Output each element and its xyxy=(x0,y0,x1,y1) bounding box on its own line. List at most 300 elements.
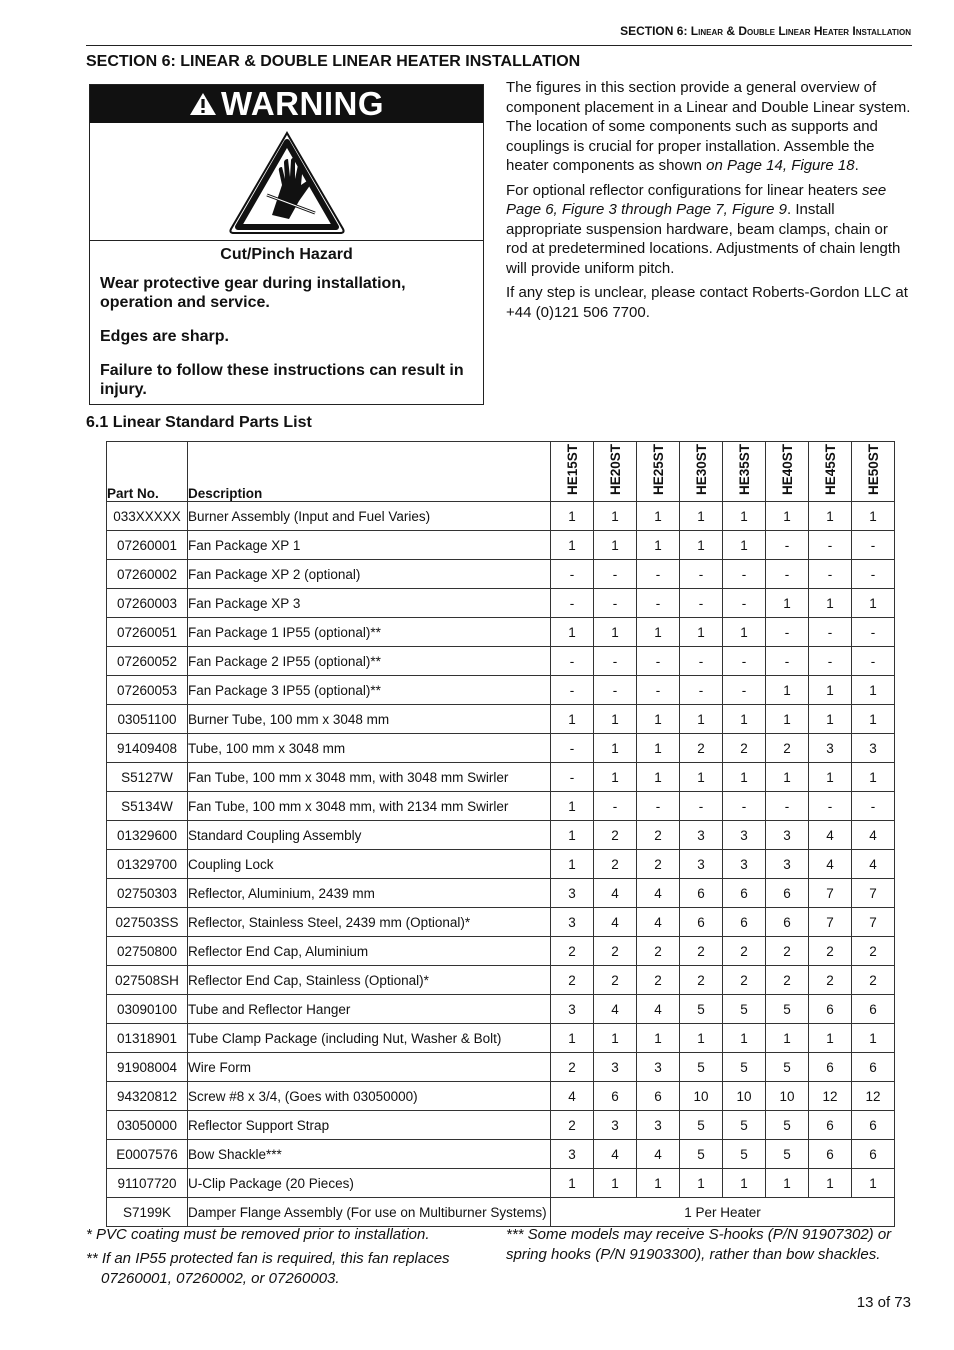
quantity-cell: 2 xyxy=(551,966,594,995)
quantity-cell: 2 xyxy=(551,1111,594,1140)
quantity-cell: - xyxy=(809,618,852,647)
header-description: Description xyxy=(188,442,551,502)
quantity-cell: 3 xyxy=(551,995,594,1024)
quantity-cell: 2 xyxy=(766,734,809,763)
quantity-cell: 3 xyxy=(723,821,766,850)
quantity-cell: 1 xyxy=(723,763,766,792)
part-description: Fan Package XP 1 xyxy=(188,531,551,560)
quantity-cell: - xyxy=(680,647,723,676)
part-number: 02750303 xyxy=(107,879,188,908)
part-description: Tube and Reflector Hanger xyxy=(188,995,551,1024)
quantity-cell: - xyxy=(723,647,766,676)
quantity-cell: 6 xyxy=(637,1082,680,1111)
quantity-cell: - xyxy=(594,560,637,589)
table-row xyxy=(107,1140,895,1169)
quantity-cell: 2 xyxy=(594,850,637,879)
quantity-cell: 12 xyxy=(809,1082,852,1111)
warning-triangle-icon xyxy=(189,92,217,116)
part-description: Reflector End Cap, Aluminium xyxy=(188,937,551,966)
footnotes-right xyxy=(506,1225,911,1265)
quantity-cell: 5 xyxy=(680,1053,723,1082)
header-model: HE50ST xyxy=(852,442,895,502)
part-number: 07260002 xyxy=(107,560,188,589)
quantity-cell: 1 xyxy=(680,1024,723,1053)
quantity-cell: - xyxy=(680,560,723,589)
quantity-cell: 1 xyxy=(637,531,680,560)
quantity-cell: 3 xyxy=(680,850,723,879)
quantity-cell: 4 xyxy=(637,1140,680,1169)
quantity-cell: 4 xyxy=(637,908,680,937)
parts-table xyxy=(106,441,895,1227)
part-description: Burner Tube, 100 mm x 3048 mm xyxy=(188,705,551,734)
quantity-cell: 1 xyxy=(551,1169,594,1198)
quantity-cell: 1 xyxy=(637,618,680,647)
part-description: Reflector, Aluminium, 2439 mm xyxy=(188,879,551,908)
part-number: 03050000 xyxy=(107,1111,188,1140)
part-description: Fan Package 1 IP55 (optional)** xyxy=(188,618,551,647)
quantity-cell: 1 xyxy=(551,821,594,850)
quantity-cell: 1 xyxy=(680,531,723,560)
quantity-cell: 1 xyxy=(723,531,766,560)
quantity-cell: 1 xyxy=(766,763,809,792)
running-header: SECTION 6: Linear & Double Linear Heater Installation xyxy=(620,24,911,38)
quantity-cell: 5 xyxy=(766,1053,809,1082)
intro-paragraph-1: The figures in this section provide a general overview of component placement in a Linear and Double Linear system. The location of some components such as supports and couplings is crucial for proper installation. Assemble the heater components as shown on Page 14, Figure 18. xyxy=(506,79,911,174)
table-row xyxy=(107,821,895,850)
quantity-cell: 1 xyxy=(594,705,637,734)
section-title: SECTION 6: LINEAR & DOUBLE LINEAR HEATER INSTALLATION xyxy=(86,53,581,70)
quantity-cell: - xyxy=(766,618,809,647)
quantity-cell: 1 xyxy=(637,705,680,734)
part-description: Fan Package XP 2 (optional) xyxy=(188,560,551,589)
quantity-cell: 5 xyxy=(766,1111,809,1140)
part-number: 91908004 xyxy=(107,1053,188,1082)
table-row xyxy=(107,1024,895,1053)
quantity-cell: 1 xyxy=(637,734,680,763)
header-model: HE25ST xyxy=(637,442,680,502)
table-row xyxy=(107,1169,895,1198)
quantity-cell: 10 xyxy=(723,1082,766,1111)
warning-banner-label: WARNING xyxy=(221,85,384,122)
quantity-cell: 3 xyxy=(551,908,594,937)
quantity-cell: 6 xyxy=(723,879,766,908)
part-description: Fan Package 3 IP55 (optional)** xyxy=(188,676,551,705)
quantity-cell: 1 xyxy=(809,763,852,792)
part-number: 033XXXXX xyxy=(107,502,188,531)
quantity-cell: - xyxy=(551,763,594,792)
quantity-cell: 4 xyxy=(809,850,852,879)
quantity-cell: 1 xyxy=(594,502,637,531)
quantity-cell: 6 xyxy=(852,1053,895,1082)
part-number: 027503SS xyxy=(107,908,188,937)
quantity-cell: 5 xyxy=(766,1140,809,1169)
quantity-cell: - xyxy=(680,792,723,821)
quantity-cell: - xyxy=(637,792,680,821)
quantity-cell: 4 xyxy=(637,995,680,1024)
quantity-cell: 2 xyxy=(680,937,723,966)
quantity-cell: 12 xyxy=(852,1082,895,1111)
quantity-cell: 1 xyxy=(551,850,594,879)
part-description: Fan Package XP 3 xyxy=(188,589,551,618)
quantity-cell: 1 xyxy=(766,502,809,531)
quantity-cell: - xyxy=(723,560,766,589)
quantity-cell: 1 xyxy=(852,676,895,705)
part-number: 07260051 xyxy=(107,618,188,647)
intro-text xyxy=(506,78,911,327)
table-row xyxy=(107,502,895,531)
part-number: 02750800 xyxy=(107,937,188,966)
quantity-cell: 1 xyxy=(852,589,895,618)
quantity-cell: 2 xyxy=(852,937,895,966)
table-row xyxy=(107,879,895,908)
quantity-cell: 2 xyxy=(766,937,809,966)
quantity-cell: 5 xyxy=(723,1111,766,1140)
quantity-cell: 2 xyxy=(809,937,852,966)
quantity-cell: 1 xyxy=(637,1169,680,1198)
quantity-cell: 1 xyxy=(551,1024,594,1053)
quantity-cell: 10 xyxy=(680,1082,723,1111)
quantity-cell: 1 xyxy=(551,705,594,734)
quantity-cell: 1 xyxy=(723,1169,766,1198)
part-description: Reflector, Stainless Steel, 2439 mm (Optional)* xyxy=(188,908,551,937)
quantity-cell: - xyxy=(637,560,680,589)
quantity-cell: 2 xyxy=(637,966,680,995)
table-row xyxy=(107,531,895,560)
part-number: S5134W xyxy=(107,792,188,821)
quantity-cell: 2 xyxy=(594,966,637,995)
quantity-cell: 7 xyxy=(809,879,852,908)
part-number: 07260052 xyxy=(107,647,188,676)
quantity-cell: 7 xyxy=(852,908,895,937)
part-description: U-Clip Package (20 Pieces) xyxy=(188,1169,551,1198)
quantity-cell: 5 xyxy=(723,1053,766,1082)
table-row xyxy=(107,792,895,821)
header-model: HE45ST xyxy=(809,442,852,502)
quantity-cell: 2 xyxy=(809,966,852,995)
quantity-cell: 2 xyxy=(852,966,895,995)
table-row xyxy=(107,734,895,763)
header-part-no: Part No. xyxy=(107,442,188,502)
quantity-cell: 2 xyxy=(723,734,766,763)
quantity-cell: 1 xyxy=(852,763,895,792)
quantity-cell: 2 xyxy=(723,966,766,995)
quantity-cell: 2 xyxy=(551,937,594,966)
quantity-cell: 3 xyxy=(594,1053,637,1082)
table-row xyxy=(107,647,895,676)
quantity-cell: 1 xyxy=(680,618,723,647)
part-description: Damper Flange Assembly (For use on Multiburner Systems) xyxy=(188,1198,551,1227)
part-number: S5127W xyxy=(107,763,188,792)
quantity-cell: 3 xyxy=(637,1111,680,1140)
quantity-cell: 1 xyxy=(680,705,723,734)
part-number: 07260053 xyxy=(107,676,188,705)
quantity-cell: - xyxy=(852,618,895,647)
quantity-cell: 2 xyxy=(637,850,680,879)
hazard-title: Cut/Pinch Hazard xyxy=(220,246,353,263)
part-number: 07260001 xyxy=(107,531,188,560)
part-description: Wire Form xyxy=(188,1053,551,1082)
quantity-cell: 3 xyxy=(680,821,723,850)
quantity-cell: 6 xyxy=(723,908,766,937)
quantity-cell: 1 xyxy=(594,1024,637,1053)
warning-banner xyxy=(90,85,483,123)
quantity-cell: 5 xyxy=(766,995,809,1024)
part-description: Fan Tube, 100 mm x 3048 mm, with 3048 mm Swirler xyxy=(188,763,551,792)
quantity-cell: - xyxy=(809,531,852,560)
part-description: Fan Tube, 100 mm x 3048 mm, with 2134 mm Swirler xyxy=(188,792,551,821)
table-row xyxy=(107,1198,895,1227)
quantity-cell: 1 xyxy=(637,1024,680,1053)
quantity-cell: 2 xyxy=(594,821,637,850)
quantity-cell: 1 xyxy=(594,1169,637,1198)
part-description: Coupling Lock xyxy=(188,850,551,879)
quantity-cell: 5 xyxy=(680,1140,723,1169)
table-row xyxy=(107,995,895,1024)
footnotes-left xyxy=(86,1225,496,1293)
subsection-title: 6.1 Linear Standard Parts List xyxy=(86,414,312,431)
header-model: HE20ST xyxy=(594,442,637,502)
quantity-cell: 3 xyxy=(766,850,809,879)
page-reference: see Page 6, Figure 3 through Page 7, Figure 9 xyxy=(506,181,887,218)
table-row xyxy=(107,850,895,879)
table-row xyxy=(107,966,895,995)
quantity-cell: 1 xyxy=(594,763,637,792)
quantity-cell: 4 xyxy=(594,995,637,1024)
header-model: HE15ST xyxy=(551,442,594,502)
part-number: 91409408 xyxy=(107,734,188,763)
quantity-cell: 1 xyxy=(723,1024,766,1053)
quantity-cell: 4 xyxy=(852,850,895,879)
quantity-cell: - xyxy=(551,676,594,705)
table-row xyxy=(107,763,895,792)
part-description: Burner Assembly (Input and Fuel Varies) xyxy=(188,502,551,531)
table-row xyxy=(107,908,895,937)
quantity-cell: 6 xyxy=(766,879,809,908)
table-row xyxy=(107,1082,895,1111)
quantity-cell: 1 xyxy=(809,502,852,531)
quantity-cell: 1 xyxy=(637,763,680,792)
quantity-cell: - xyxy=(852,531,895,560)
quantity-cell: - xyxy=(637,676,680,705)
quantity-cell: 6 xyxy=(594,1082,637,1111)
quantity-cell: - xyxy=(594,676,637,705)
quantity-cell: 2 xyxy=(723,937,766,966)
quantity-cell: 3 xyxy=(809,734,852,763)
header-model: HE40ST xyxy=(766,442,809,502)
quantity-cell: 4 xyxy=(809,821,852,850)
footnote-hooks: *** Some models may receive S-hooks (P/N 91907302) or spring hooks (P/N 91903300), rather than bow shackles. xyxy=(506,1226,892,1263)
quantity-cell: 1 xyxy=(680,502,723,531)
quantity-cell: 1 xyxy=(680,763,723,792)
quantity-cell: 6 xyxy=(809,995,852,1024)
quantity-cell: 1 xyxy=(594,531,637,560)
part-number: 01318901 xyxy=(107,1024,188,1053)
quantity-cell: 1 xyxy=(766,1024,809,1053)
quantity-cell: 1 xyxy=(766,705,809,734)
part-description: Standard Coupling Assembly xyxy=(188,821,551,850)
quantity-cell: - xyxy=(852,647,895,676)
quantity-cell: 1 xyxy=(594,734,637,763)
quantity-cell: 1 xyxy=(594,618,637,647)
quantity-cell: 2 xyxy=(766,966,809,995)
quantity-cell: 1 xyxy=(852,705,895,734)
quantity-cell: 1 xyxy=(551,502,594,531)
table-row xyxy=(107,1111,895,1140)
warning-box xyxy=(89,84,484,405)
quantity-cell: 6 xyxy=(809,1053,852,1082)
part-number: 01329700 xyxy=(107,850,188,879)
quantity-cell: 1 xyxy=(723,502,766,531)
quantity-cell: - xyxy=(723,676,766,705)
quantity-cell: - xyxy=(551,647,594,676)
quantity-cell: 2 xyxy=(637,937,680,966)
part-number: 94320812 xyxy=(107,1082,188,1111)
quantity-cell: 1 xyxy=(766,589,809,618)
quantity-cell: 1 xyxy=(852,502,895,531)
quantity-cell: - xyxy=(551,589,594,618)
footnote-ip55: ** If an IP55 protected fan is required, this fan replaces 07260001, 07260002, or 07260003. xyxy=(86,1250,450,1287)
quantity-cell: 1 xyxy=(551,531,594,560)
quantity-cell: 1 xyxy=(766,1169,809,1198)
part-number: 91107720 xyxy=(107,1169,188,1198)
quantity-cell: 4 xyxy=(637,879,680,908)
quantity-cell: 1 xyxy=(723,705,766,734)
table-row xyxy=(107,618,895,647)
quantity-cell: 2 xyxy=(637,821,680,850)
header-model: HE35ST xyxy=(723,442,766,502)
quantity-cell: 3 xyxy=(766,821,809,850)
figure-reference: on Page 14, Figure 18 xyxy=(706,157,855,174)
intro-paragraph-3: If any step is unclear, please contact Roberts-Gordon LLC at +44 (0)121 506 7700. xyxy=(506,284,908,321)
quantity-cell: - xyxy=(766,647,809,676)
running-header-title: Linear & Double Linear Heater Installation xyxy=(690,24,911,38)
part-number: 027508SH xyxy=(107,966,188,995)
part-number: 07260003 xyxy=(107,589,188,618)
quantity-cell: 3 xyxy=(551,1140,594,1169)
quantity-cell: 3 xyxy=(551,879,594,908)
quantity-cell: 2 xyxy=(680,734,723,763)
warning-pictogram xyxy=(90,123,483,241)
quantity-cell: 2 xyxy=(551,1053,594,1082)
part-description: Screw #8 x 3/4, (Goes with 03050000) xyxy=(188,1082,551,1111)
quantity-cell: - xyxy=(594,647,637,676)
quantity-cell: - xyxy=(680,676,723,705)
quantity-cell: 6 xyxy=(680,908,723,937)
quantity-cell: 1 xyxy=(809,705,852,734)
quantity-cell: - xyxy=(551,560,594,589)
warning-line-sharp-edges: Edges are sharp. xyxy=(100,328,229,345)
quantity-cell: - xyxy=(594,589,637,618)
part-number: 03051100 xyxy=(107,705,188,734)
quantity-cell: 6 xyxy=(852,1140,895,1169)
quantity-cell: 6 xyxy=(852,1111,895,1140)
quantity-cell: 1 xyxy=(852,1169,895,1198)
quantity-cell: - xyxy=(766,560,809,589)
page-number: 13 of 73 xyxy=(856,1294,911,1311)
quantity-cell: 4 xyxy=(594,879,637,908)
table-row xyxy=(107,1053,895,1082)
quantity-cell: 4 xyxy=(594,908,637,937)
quantity-cell: 1 xyxy=(637,502,680,531)
quantity-per-heater: 1 Per Heater xyxy=(551,1198,895,1227)
quantity-cell: 3 xyxy=(723,850,766,879)
warning-line-injury: Failure to follow these instructions can result in injury. xyxy=(100,362,464,398)
part-description: Tube Clamp Package (including Nut, Washer & Bolt) xyxy=(188,1024,551,1053)
quantity-cell: 6 xyxy=(809,1111,852,1140)
quantity-cell: 6 xyxy=(809,1140,852,1169)
quantity-cell: 1 xyxy=(852,1024,895,1053)
quantity-cell: - xyxy=(680,589,723,618)
quantity-cell: - xyxy=(723,589,766,618)
quantity-cell: - xyxy=(809,792,852,821)
quantity-cell: - xyxy=(766,792,809,821)
table-row xyxy=(107,589,895,618)
quantity-cell: - xyxy=(852,792,895,821)
intro-paragraph-2: For optional reflector configurations for linear heaters see Page 6, Figure 3 through Page 7, Figure 9. Install appropriate suspension hardware, beam clamps, chain or rod at predetermined locations. Adjustments of chain length will provide uniform pitch. xyxy=(506,181,901,277)
quantity-cell: - xyxy=(594,792,637,821)
header-rule xyxy=(86,45,912,46)
part-description: Bow Shackle*** xyxy=(188,1140,551,1169)
part-description: Tube, 100 mm x 3048 mm xyxy=(188,734,551,763)
quantity-cell: 1 xyxy=(809,589,852,618)
cut-hand-hazard-icon xyxy=(227,129,347,235)
quantity-cell: 1 xyxy=(766,676,809,705)
quantity-cell: 6 xyxy=(852,995,895,1024)
quantity-cell: 1 xyxy=(551,618,594,647)
table-row xyxy=(107,676,895,705)
quantity-cell: 1 xyxy=(723,618,766,647)
quantity-cell: - xyxy=(809,560,852,589)
quantity-cell: 5 xyxy=(723,995,766,1024)
quantity-cell: 3 xyxy=(852,734,895,763)
quantity-cell: 1 xyxy=(809,1024,852,1053)
quantity-cell: 3 xyxy=(637,1053,680,1082)
quantity-cell: - xyxy=(551,734,594,763)
quantity-cell: 1 xyxy=(809,1169,852,1198)
quantity-cell: 10 xyxy=(766,1082,809,1111)
quantity-cell: 4 xyxy=(852,821,895,850)
quantity-cell: - xyxy=(809,647,852,676)
quantity-cell: - xyxy=(852,560,895,589)
quantity-cell: 3 xyxy=(594,1111,637,1140)
table-row xyxy=(107,560,895,589)
part-description: Fan Package 2 IP55 (optional)** xyxy=(188,647,551,676)
quantity-cell: 4 xyxy=(551,1082,594,1111)
part-number: S7199K xyxy=(107,1198,188,1227)
part-description: Reflector Support Strap xyxy=(188,1111,551,1140)
quantity-cell: 7 xyxy=(809,908,852,937)
header-model: HE30ST xyxy=(680,442,723,502)
table-row xyxy=(107,705,895,734)
quantity-cell: 6 xyxy=(680,879,723,908)
quantity-cell: - xyxy=(637,647,680,676)
quantity-cell: 5 xyxy=(680,1111,723,1140)
quantity-cell: 2 xyxy=(680,966,723,995)
quantity-cell: 2 xyxy=(594,937,637,966)
parts-table-header xyxy=(107,442,895,502)
quantity-cell: 5 xyxy=(723,1140,766,1169)
quantity-cell: 1 xyxy=(809,676,852,705)
quantity-cell: 5 xyxy=(680,995,723,1024)
quantity-cell: - xyxy=(766,531,809,560)
quantity-cell: 7 xyxy=(852,879,895,908)
part-number: E0007576 xyxy=(107,1140,188,1169)
quantity-cell: - xyxy=(637,589,680,618)
table-row xyxy=(107,937,895,966)
quantity-cell: 1 xyxy=(680,1169,723,1198)
quantity-cell: - xyxy=(723,792,766,821)
part-number: 03090100 xyxy=(107,995,188,1024)
